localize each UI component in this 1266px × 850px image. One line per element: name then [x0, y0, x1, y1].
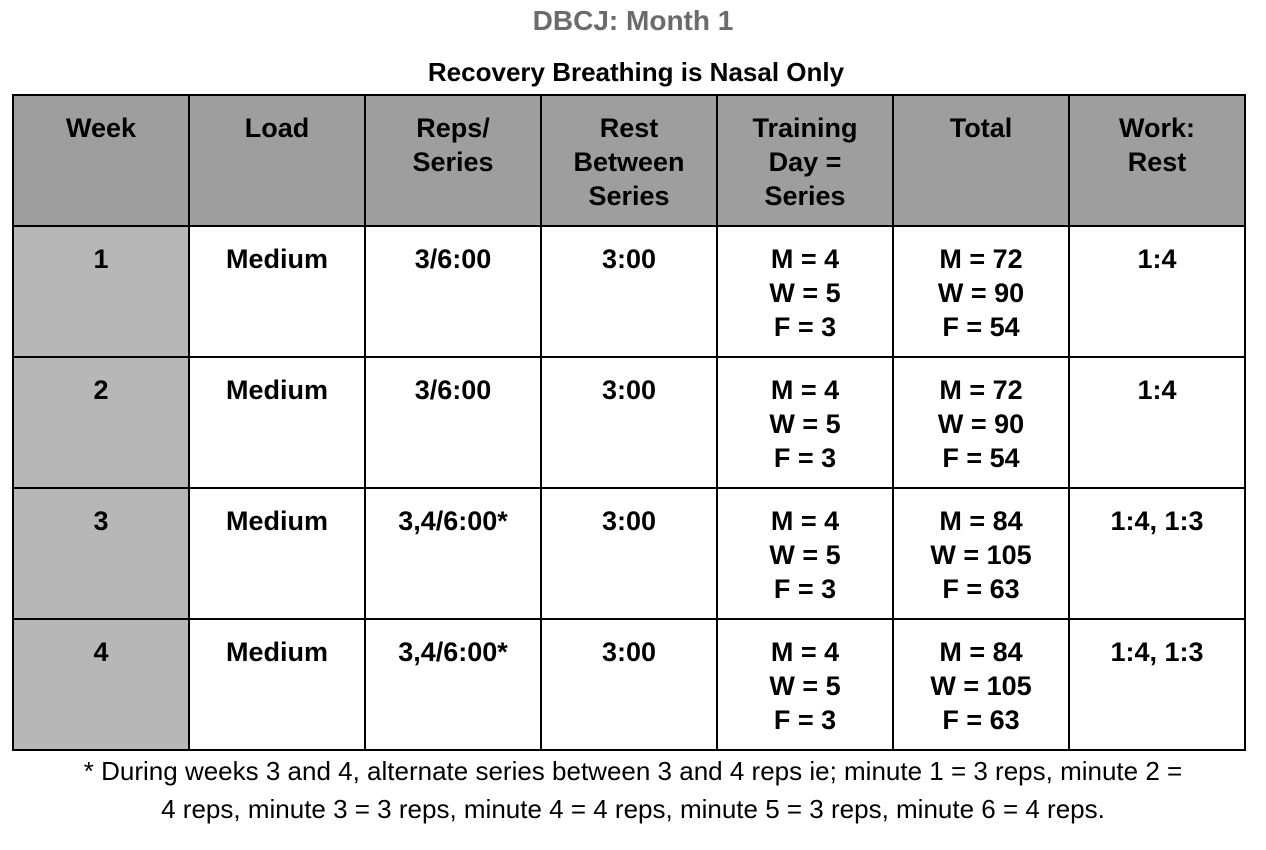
- footnote: [0, 752, 1266, 828]
- total-line: F = 63: [942, 705, 1020, 735]
- training-day-line: F = 3: [773, 574, 837, 604]
- work-rest-cell: 1:4: [1069, 226, 1245, 357]
- training-day-line: M = 4: [770, 375, 840, 405]
- rest-between-cell: 3:00: [541, 226, 717, 357]
- header-week: [13, 95, 189, 226]
- training-day-line: F = 3: [773, 443, 837, 473]
- training-day-line: W = 5: [769, 409, 841, 439]
- work-rest-cell: 1:4, 1:3: [1069, 488, 1245, 619]
- work-rest-cell: 1:4: [1069, 357, 1245, 488]
- page-subtitle: Recovery Breathing is Nasal Only: [427, 57, 845, 87]
- week-cell: 2: [13, 357, 189, 488]
- header-reps-series: [365, 95, 541, 226]
- header-line: Series: [588, 181, 670, 211]
- header-line: Work:: [1118, 113, 1195, 143]
- header-line: Reps/: [416, 113, 490, 143]
- training-day-line: M = 4: [770, 637, 840, 667]
- header-training-day: [717, 95, 893, 226]
- total-line: W = 105: [930, 671, 1032, 701]
- table-row: [13, 226, 1245, 357]
- training-day-line: F = 3: [773, 312, 837, 342]
- header-line: Series: [764, 181, 846, 211]
- header-line: Series: [412, 147, 494, 177]
- header-line: Load: [244, 113, 310, 143]
- load-cell: Medium: [189, 357, 365, 488]
- total-cell: [893, 226, 1069, 357]
- header-rest-between-series: [541, 95, 717, 226]
- header-line: Total: [949, 113, 1013, 143]
- header-load: [189, 95, 365, 226]
- total-line: M = 72: [939, 375, 1023, 405]
- header-line: Between: [573, 147, 685, 177]
- total-line: W = 90: [937, 278, 1025, 308]
- total-line: F = 63: [942, 574, 1020, 604]
- week-cell: 3: [13, 488, 189, 619]
- reps-series-cell: 3/6:00: [365, 226, 541, 357]
- training-day-cell: [717, 226, 893, 357]
- footnote-line: * During weeks 3 and 4, alternate series between 3 and 4 reps ie; minute 1 = 3 reps, minute 2 =: [83, 756, 1183, 786]
- total-line: M = 72: [939, 244, 1023, 274]
- page-title: DBCJ: Month 1: [532, 5, 734, 36]
- total-line: W = 90: [937, 409, 1025, 439]
- header-line: Training: [752, 113, 858, 143]
- week-cell: 1: [13, 226, 189, 357]
- header-line: Day =: [768, 147, 842, 177]
- total-line: F = 54: [942, 312, 1020, 342]
- total-line: F = 54: [942, 443, 1020, 473]
- header-line: Week: [65, 113, 137, 143]
- table-row: [13, 357, 1245, 488]
- total-cell: [893, 357, 1069, 488]
- reps-series-cell: 3,4/6:00*: [365, 619, 541, 750]
- training-day-line: W = 5: [769, 278, 841, 308]
- training-day-cell: [717, 488, 893, 619]
- training-day-line: M = 4: [770, 506, 840, 536]
- total-line: M = 84: [939, 637, 1023, 667]
- training-day-cell: [717, 357, 893, 488]
- reps-series-cell: 3,4/6:00*: [365, 488, 541, 619]
- rest-between-cell: 3:00: [541, 488, 717, 619]
- table-row: [13, 619, 1245, 750]
- reps-series-cell: 3/6:00: [365, 357, 541, 488]
- total-cell: [893, 619, 1069, 750]
- total-line: M = 84: [939, 506, 1023, 536]
- week-cell: 4: [13, 619, 189, 750]
- rest-between-cell: 3:00: [541, 357, 717, 488]
- training-day-line: W = 5: [769, 671, 841, 701]
- rest-between-cell: 3:00: [541, 619, 717, 750]
- training-day-line: F = 3: [773, 705, 837, 735]
- load-cell: Medium: [189, 488, 365, 619]
- load-cell: Medium: [189, 619, 365, 750]
- total-cell: [893, 488, 1069, 619]
- training-day-cell: [717, 619, 893, 750]
- load-cell: Medium: [189, 226, 365, 357]
- work-rest-cell: 1:4, 1:3: [1069, 619, 1245, 750]
- table-row: [13, 488, 1245, 619]
- total-line: W = 105: [930, 540, 1032, 570]
- training-plan-table: [12, 94, 1246, 751]
- table-header-row: [13, 95, 1245, 226]
- header-work-rest: [1069, 95, 1245, 226]
- header-line: Rest: [1127, 147, 1187, 177]
- header-total: [893, 95, 1069, 226]
- training-day-line: W = 5: [769, 540, 841, 570]
- footnote-line: 4 reps, minute 3 = 3 reps, minute 4 = 4 reps, minute 5 = 3 reps, minute 6 = 4 reps.: [161, 794, 1105, 824]
- header-line: Rest: [599, 113, 659, 143]
- training-day-line: M = 4: [770, 244, 840, 274]
